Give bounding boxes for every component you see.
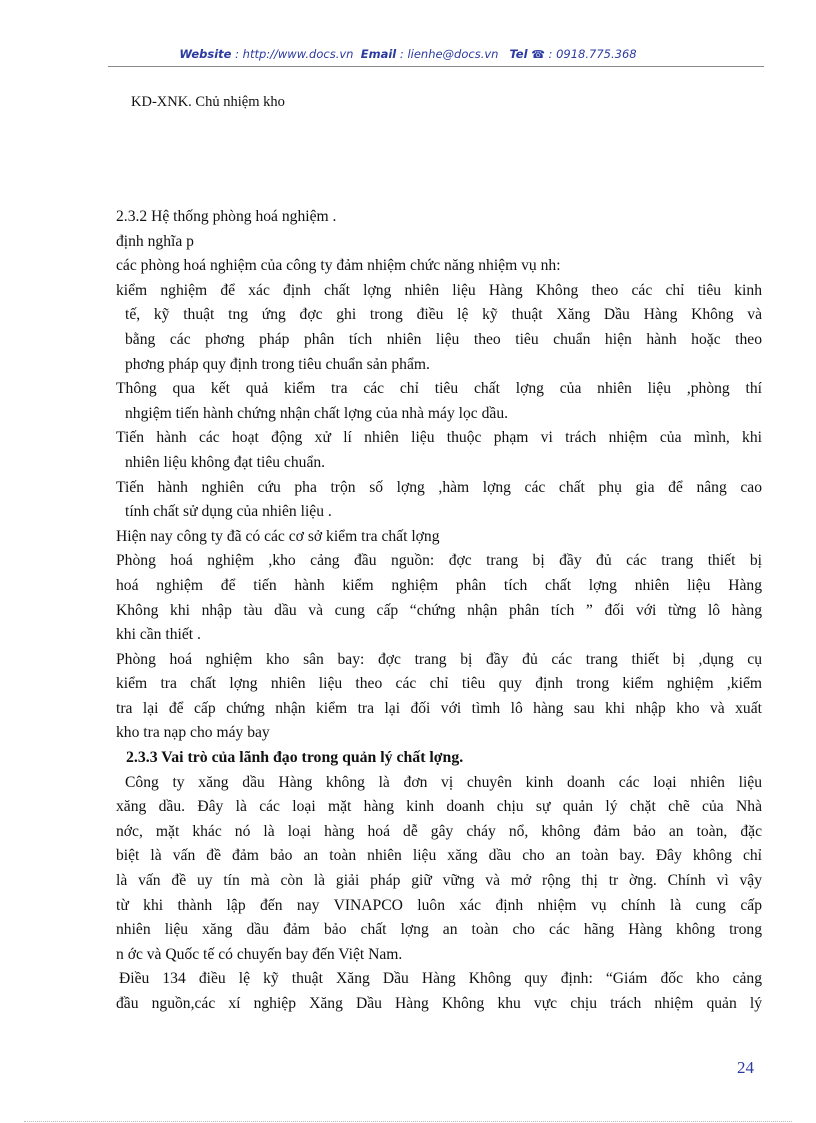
email-value[interactable]: lienhe@docs.vn [407, 47, 499, 61]
text-line: Tiến hành nghiên cứu pha trộn số lợng ,hàm lợng các chất phụ gia để nâng cao [116, 478, 762, 496]
text-line: n ớc và Quốc tế có chuyến bay đến Việt Nam. [116, 945, 403, 963]
text-line: Tiến hành các hoạt động xử lí nhiên liệu thuộc phạm vi trách nhiệm của mình, khi [116, 429, 762, 447]
text-line: nhgiệm tiến hành chứng nhận chất lợng của nhà máy lọc dầu. [125, 404, 509, 422]
text-line: hoá nghiệm để tiến hành kiểm nghiệm phân tích chất lợng nhiên liệu Hàng [116, 576, 762, 594]
text-line: bằng các phơng pháp phân tích nhiên liệu theo tiêu chuẩn hiện hành hoặc theo [125, 330, 762, 348]
text-line: các phòng hoá nghiệm của công ty đảm nhiệm chức năng nhiệm vụ nh: [116, 257, 561, 275]
text-line: xăng dầu. Đây là các loại mặt hàng kinh doanh chịu sự quản lý chặt chẽ của Nhà [116, 798, 762, 816]
text-line: nhiên liệu xăng dầu đảm bảo chất lợng an toàn cho các hãng Hàng không trong [116, 921, 762, 939]
website-label: Website [179, 47, 232, 61]
email-separator: : [396, 47, 408, 61]
text-line: kho tra nạp cho máy bay [116, 724, 270, 742]
text-line: kiểm nghiệm để xác định chất lợng nhiên liệu Hàng Không theo các chỉ tiêu kinh [116, 281, 762, 299]
page-number: 24 [737, 1058, 754, 1077]
text-line: định nghĩa p [116, 232, 194, 250]
phone-icon: ☎ [531, 48, 545, 61]
text-line: Hiện nay công ty đã có các cơ sở kiểm tra chất lợng [116, 527, 440, 545]
section-heading-2-3-2: 2.3.2 Hệ thống phòng hoá nghiệm . [116, 208, 337, 225]
text-line: kiểm tra chất lợng nhiên liệu theo các chỉ tiêu quy định trong kiểm nghiệm ,kiểm [116, 675, 762, 693]
text-line: nớc, mặt khác nó là loại hàng hoá dễ gây cháy nổ, không đảm bảo an toàn, đặc [116, 822, 762, 840]
text-line: tế, kỹ thuật tng ứng đợc ghi trong điều lệ kỹ thuật Xăng Dầu Hàng Không và [125, 306, 762, 324]
text-line: Thông qua kết quả kiểm tra các chỉ tiêu chất lợng của nhiên liệu ,phòng thí [116, 380, 762, 398]
website-separator: : [231, 47, 243, 61]
text-line: Phòng hoá nghiệm ,kho cảng đầu nguồn: đợc trang bị đầy đủ các trang thiết bị [116, 552, 762, 570]
text-line: biệt là vấn đề đảm bảo an toàn nhiên liệu xăng dầu cho an toàn bay. Đây không chỉ [116, 847, 762, 865]
text-line: tính chất sử dụng của nhiên liệu . [125, 503, 332, 521]
text-line: từ khi thành lập đến nay VINAPCO luôn xác định nhiệm vụ chính là cung cấp [116, 896, 762, 914]
document-body [116, 205, 762, 1017]
tel-label: Tel [509, 47, 528, 61]
page-header [0, 47, 816, 61]
tel-separator: : [544, 47, 557, 61]
text-line: Không khi nhập tàu dầu và cung cấp “chứng nhận phân tích ” đối với từng lô hàng [116, 601, 762, 619]
tel-value: 0918.775.368 [556, 47, 637, 61]
section-heading-2-3-3: 2.3.3 Vai trò của lãnh đạo trong quản lý chất lợng. [126, 749, 464, 767]
text-line: Công ty xăng dầu Hàng không là đơn vị chuyên kinh doanh các loại nhiên liệu [125, 773, 762, 791]
text-line: là vấn đề uy tín mà còn là giải pháp giữ vững và mở rộng thị tr ờng. Chính vì vậy [116, 872, 762, 890]
text-line: phơng pháp quy định trong tiêu chuẩn sản phẩm. [125, 355, 430, 373]
text-line: Phòng hoá nghiệm kho sân bay: đợc trang bị đầy đủ các trang thiết bị ,dụng cụ [116, 650, 762, 668]
text-line: đầu nguồn,các xí nghiệp Xăng Dầu Hàng Không khu vực chịu trách nhiệm quản lý [116, 995, 762, 1012]
email-label: Email [360, 47, 397, 61]
header-divider [108, 66, 764, 67]
website-url[interactable]: http://www.docs.vn [242, 47, 354, 61]
pre-text-line: KD-XNK. Chủ nhiệm kho [131, 94, 285, 110]
text-line: nhiên liệu không đạt tiêu chuẩn. [125, 453, 326, 471]
text-line: Điều 134 điều lệ kỹ thuật Xăng Dầu Hàng Không quy định: “Giám đốc kho cảng [119, 970, 762, 988]
footer-divider [24, 1121, 792, 1122]
text-line: tra lại để cấp chứng nhận kiểm tra lại đối với tìmh lô hàng sau khi nhập kho và xuất [116, 699, 762, 717]
text-line: khi cần thiết . [116, 626, 201, 644]
